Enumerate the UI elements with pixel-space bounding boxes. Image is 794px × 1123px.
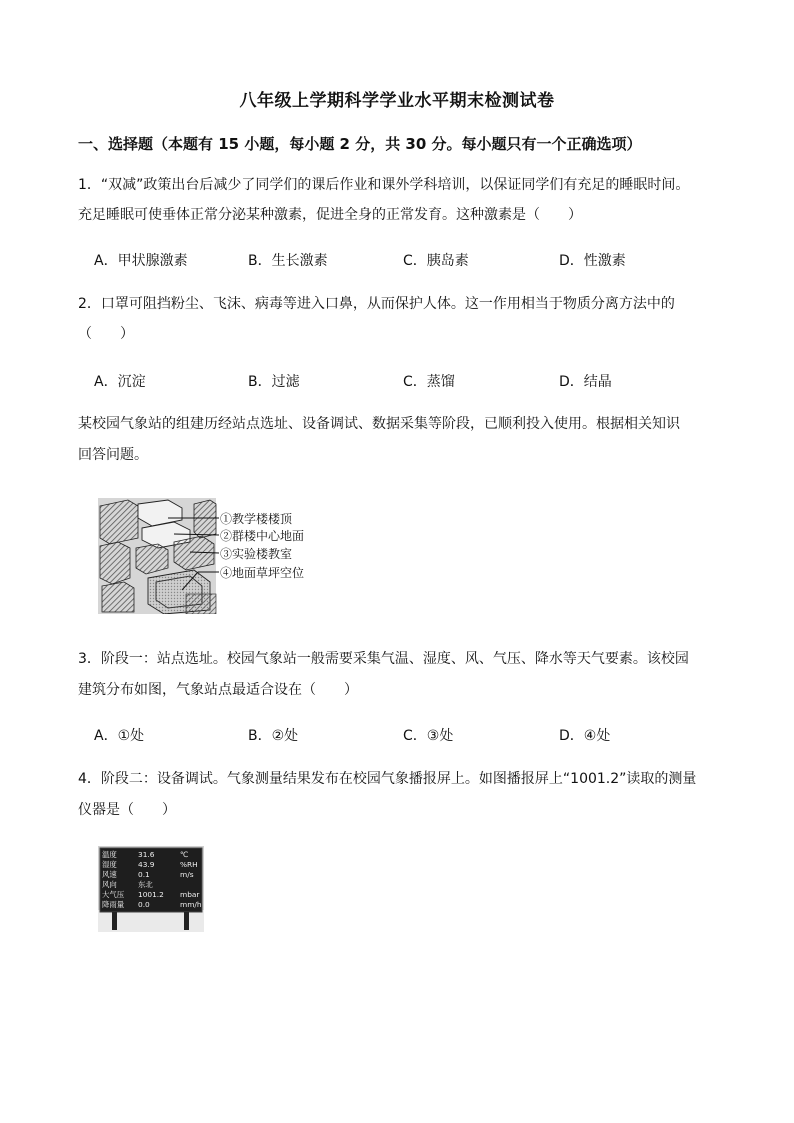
board-row-name: 大气压 — [102, 890, 125, 899]
q1-stem-line1: 1．“双减”政策出台后减少了同学们的课后作业和课外学科培训，以保证同学们有充足的睡眠时间。 — [78, 177, 690, 193]
campus-label-3: ③实验楼教室 — [220, 547, 293, 561]
board-row-name: 风速 — [102, 870, 117, 879]
board-row-value: 43.9 — [138, 860, 155, 869]
campus-layout-figure — [98, 498, 330, 614]
q1-option-a[interactable]: A．甲状腺激素 — [94, 253, 188, 269]
board-row-unit: mm/h — [180, 900, 202, 909]
board-row-unit: mbar — [180, 890, 200, 899]
q3-option-c[interactable]: C．③处 — [403, 728, 454, 744]
board-row-name: 风向 — [102, 880, 117, 889]
q2-stem-line2: （ ） — [78, 326, 134, 342]
q1-option-d[interactable]: D．性激素 — [559, 253, 626, 269]
weather-board-figure — [98, 846, 204, 932]
q1-option-b[interactable]: B．生长激素 — [248, 253, 328, 269]
board-row-name: 湿度 — [102, 860, 117, 869]
q3-stem-line2: 建筑分布如图，气象站点最适合设在（ ） — [78, 682, 358, 698]
q2-option-c[interactable]: C．蒸馏 — [403, 374, 455, 390]
board-row-value: 31.6 — [138, 850, 155, 859]
board-row-value: 0.1 — [138, 870, 150, 879]
q4-stem-line2: 仪器是（ ） — [78, 802, 176, 818]
board-row-value: 0.0 — [138, 900, 150, 909]
board-row-name: 温度 — [102, 850, 117, 859]
board-row-unit: %RH — [180, 860, 198, 869]
board-row-value: 东北 — [138, 880, 153, 889]
q3-stem-line1: 3．阶段一：站点选址。校园气象站一般需要采集气温、湿度、风、气压、降水等天气要素。该校园 — [78, 651, 689, 667]
board-row-name: 降雨量 — [102, 900, 125, 909]
q1-option-c[interactable]: C．胰岛素 — [403, 253, 469, 269]
board-row-unit: m/s — [180, 870, 194, 879]
q2-option-b[interactable]: B．过滤 — [248, 374, 300, 390]
q1-stem-line2: 充足睡眠可使垂体正常分泌某种激素，促进全身的正常发育。这种激素是（ ） — [78, 207, 582, 223]
intro-line1: 某校园气象站的组建历经站点选址、设备调试、数据采集等阶段，已顺利投入使用。根据相关知识 — [78, 416, 680, 432]
campus-label-2: ②群楼中心地面 — [220, 529, 305, 543]
intro-line2: 回答问题。 — [78, 447, 148, 463]
campus-label-4: ④地面草坪空位 — [220, 566, 305, 580]
campus-buildings — [100, 500, 216, 614]
board-row-value: 1001.2 — [138, 890, 164, 899]
q3-option-b[interactable]: B．②处 — [248, 728, 299, 744]
board-row-unit: ℃ — [180, 850, 189, 859]
q4-stem-line1: 4．阶段二：设备调试。气象测量结果发布在校园气象播报屏上。如图播报屏上“1001.2”读取的测量 — [78, 771, 697, 787]
campus-label-1: ①教学楼楼顶 — [220, 512, 293, 526]
q3-option-d[interactable]: D．④处 — [559, 728, 611, 744]
q2-option-d[interactable]: D．结晶 — [559, 374, 612, 390]
q2-stem-line1: 2．口罩可阻挡粉尘、飞沫、病毒等进入口鼻，从而保护人体。这一作用相当于物质分离方法中的 — [78, 296, 675, 312]
page-title: 八年级上学期科学学业水平期末检测试卷 — [239, 91, 555, 111]
q2-option-a[interactable]: A．沉淀 — [94, 374, 146, 390]
section-heading: 一、选择题（本题有 15 小题，每小题 2 分，共 30 分。每小题只有一个正确选项） — [78, 135, 642, 153]
q3-option-a[interactable]: A．①处 — [94, 728, 145, 744]
